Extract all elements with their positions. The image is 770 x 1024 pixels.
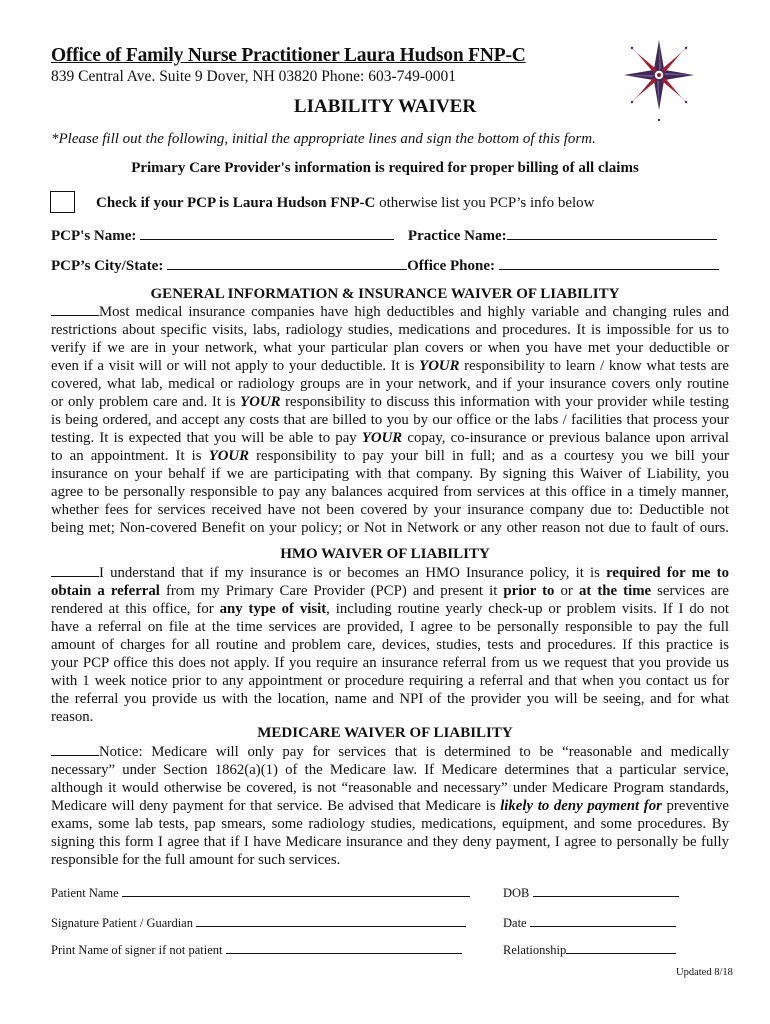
signature-field[interactable] [196, 916, 466, 927]
general-waiver-text [51, 303, 729, 537]
text-line: insurance on your behalf if we are participating with that company. By signing this Waiver of Liability, you [51, 466, 729, 482]
pcp-name-row [51, 227, 717, 245]
relationship-field[interactable] [566, 943, 676, 954]
date-row [503, 916, 676, 931]
pcp-checkbox-label-bold: Check if your PCP is Laura Hudson FNP-C [96, 195, 376, 211]
text-line: responsible for the full amount for such services. [51, 852, 341, 868]
text-line: your PCP office this does not apply. If you require an insurance referral from us we request that you provide us [51, 655, 729, 671]
text-line: testing. It is expected that you will be able to pay YOUR copay, co-insurance or previous balance upon arrival [51, 430, 729, 446]
text-line: signing this form I agree that if I have Medicare insurance and they deny payment, I agree to personally be fully [51, 834, 729, 850]
text-line: covered, what lab, medical or radiology groups are in your network, and if your insurance covers only routine [51, 376, 729, 392]
text-line: verify if we are in your network, what your particular plan covers or when you have met your deductible or [51, 340, 729, 356]
hmo-waiver-initial-field[interactable] [51, 564, 99, 577]
pcp-checkbox-label [96, 195, 595, 212]
practice-name-label: Practice Name: [407, 228, 507, 244]
text-line: agree to be personally responsible to pay any balances acquired from services at this office in a timely manner, [51, 484, 729, 500]
dob-row [503, 886, 679, 901]
date-field[interactable] [530, 916, 676, 927]
medicare-waiver-text [51, 743, 729, 869]
dob-label: DOB [503, 886, 530, 900]
office-phone-label: Office Phone: [407, 258, 499, 274]
text-line: although it would otherwise be covered, is not “reasonable and necessary” under Medicare Program standards, [51, 780, 729, 796]
text-line: or only problem care and. It is YOUR responsibility to discuss this information with your provider while testing [51, 394, 729, 410]
office-address: 839 Central Ave. Suite 9 Dover, NH 03820 Phone: 603-749-0001 [51, 68, 457, 85]
office-phone-field[interactable] [499, 257, 719, 270]
text-line: the referral you provide us with the location, name and NPI of the provider you will be seeing, and for what [51, 691, 729, 707]
text-line: have a referral on file at the time services are provided, I agree to be personally responsible to pay the full [51, 619, 729, 635]
text-line: amount of charges for all routine and problem care, devices, studies, tests and procedures. If this practice is [51, 637, 729, 653]
signature-label: Signature Patient / Guardian [51, 916, 193, 930]
text-line: even if a visit will or will not apply to your deductible. It is YOUR responsibility to learn / know what tests are [51, 358, 729, 374]
text-line: reason. [51, 709, 94, 725]
text-line: is being ordered, and accept any costs that are billed to you by our office or the labs / facilities that process your [51, 412, 729, 428]
hmo-waiver-text [51, 564, 729, 726]
billing-notice: Primary Care Provider's information is required for proper billing of all claims [131, 160, 639, 176]
general-waiver-heading: GENERAL INFORMATION & INSURANCE WAIVER OF LIABILITY [150, 286, 620, 302]
text-line: being met; Non-covered Benefit on your policy; or Not in Network or any other reason not due to fault of ours. [51, 520, 729, 536]
print-name-field[interactable] [226, 943, 462, 954]
patient-name-field[interactable] [122, 886, 470, 897]
pcp-checkbox-label-rest: otherwise list you PCP’s info below [375, 195, 595, 211]
form-title: LIABILITY WAIVER [293, 96, 477, 117]
text-line: Notice: Medicare will only pay for services that is determined to be “reasonable and medically [51, 743, 729, 761]
text-line: Medicare will deny payment for that service. Be advised that Medicare is likely to deny payment for preventive [51, 798, 729, 814]
patient-name-row [51, 886, 470, 901]
text-line: Most medical insurance companies have high deductibles and highly variable and changing rules and [51, 303, 729, 321]
text-line: whether fees for services received have not been covered by your insurance company due to: Deductible not [51, 502, 729, 518]
pcp-name-field[interactable] [140, 227, 394, 240]
form-instructions: *Please fill out the following, initial the appropriate lines and sign the bottom of this form. [51, 131, 596, 147]
date-label: Date [503, 916, 527, 930]
hmo-waiver-heading: HMO WAIVER OF LIABILITY [280, 546, 490, 562]
patient-name-label: Patient Name [51, 886, 119, 900]
text-line: with 1 week notice prior to any appointment or procedure requiring a referral and that when you contact us for [51, 673, 729, 689]
practice-name-field[interactable] [507, 227, 717, 240]
text-line: obtain a referral from my Primary Care Provider (PCP) and present it prior to or at the time services are [51, 583, 729, 599]
general-waiver-initial-field[interactable] [51, 303, 99, 316]
medicare-waiver-heading: MEDICARE WAIVER OF LIABILITY [257, 725, 513, 741]
pcp-city-row [51, 257, 719, 275]
pcp-name-label: PCP's Name: [51, 228, 141, 244]
relationship-row [503, 943, 676, 958]
office-title: Office of Family Nurse Practitioner Laura Hudson FNP-C [51, 45, 526, 66]
pcp-city-state-label: PCP’s City/State: [51, 258, 168, 274]
text-line: rendered at this office, for any type of visit, including routine yearly check-up or problem visits. If I do not [51, 601, 729, 617]
text-line: restrictions about specific visits, labs, radiology studies, medications and procedures. It is impossible for us to [51, 322, 729, 338]
text-line: necessary” under Section 1862(a)(1) of the Medicare law. If Medicare determines that a particular service, [51, 762, 729, 778]
print-name-row [51, 943, 462, 958]
updated-date: Updated 8/18 [676, 967, 733, 978]
pcp-city-state-field[interactable] [167, 257, 407, 270]
text-line: exams, some lab tests, pap smears, some radiology studies, medications, equipment, and some procedures. By [51, 816, 729, 832]
print-name-label: Print Name of signer if not patient [51, 943, 223, 957]
medicare-waiver-initial-field[interactable] [51, 743, 99, 756]
text-line: to an appointment. It is YOUR responsibility to pay your bill in full; and as a courtesy you we bill your [51, 448, 729, 464]
signature-row [51, 916, 466, 931]
text-line: I understand that if my insurance is or becomes an HMO Insurance policy, it is required for me to [51, 564, 729, 582]
dob-field[interactable] [533, 886, 679, 897]
relationship-label: Relationship [503, 943, 567, 957]
pcp-is-laura-hudson-checkbox[interactable] [50, 191, 75, 213]
